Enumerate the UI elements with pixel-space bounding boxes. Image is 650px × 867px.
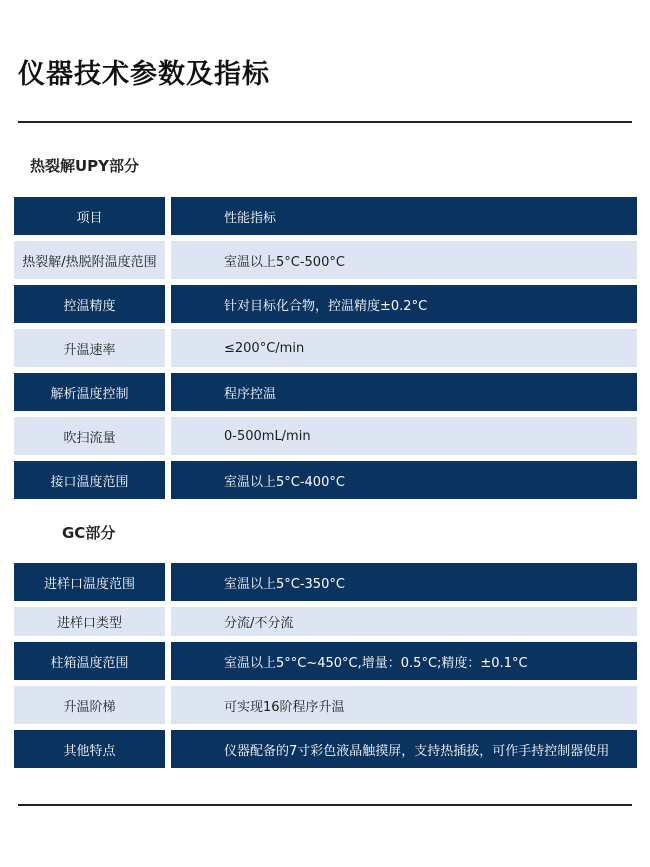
row-label: 热裂解/热脱附温度范围: [14, 241, 165, 279]
row-value: 室温以上5°C-350°C: [171, 563, 637, 601]
row-label: 解析温度控制: [14, 373, 165, 411]
table-row: [14, 241, 637, 279]
page-title: 仪器技术参数及指标: [18, 59, 270, 90]
top-divider: [18, 121, 632, 123]
row-value: 针对目标化合物，控温精度±0.2°C: [171, 285, 637, 323]
section-heading-gc: GC部分: [62, 524, 116, 542]
column-header-spec: 性能指标: [171, 197, 637, 235]
row-label: 吹扫流量: [14, 417, 165, 455]
row-value: 仪器配备的7寸彩色液晶触摸屏，支持热插拔，可作手持控制器使用: [171, 730, 637, 768]
row-value: 0-500mL/min: [171, 417, 637, 455]
column-header-item: 项目: [14, 197, 165, 235]
row-value: 室温以上5°C-400°C: [171, 461, 637, 499]
row-label: 升温阶梯: [14, 686, 165, 724]
row-value: ≤200°C/min: [171, 329, 637, 367]
row-value: 室温以上5°C-500°C: [171, 241, 637, 279]
table-row: [14, 563, 637, 601]
table-row: [14, 329, 637, 367]
table-row: [14, 607, 637, 636]
row-value: 程序控温: [171, 373, 637, 411]
section-heading-pyrolysis: 热裂解UPY部分: [30, 157, 140, 175]
row-label: 进样口类型: [14, 607, 165, 636]
bottom-divider: [18, 804, 632, 806]
row-value: 室温以上5°°C~450°C,增量：0.5°C;精度：±0.1°C: [171, 642, 637, 680]
row-label: 接口温度范围: [14, 461, 165, 499]
table-row: [14, 642, 637, 680]
table-row: [14, 730, 637, 768]
table-row: [14, 373, 637, 411]
row-label: 升温速率: [14, 329, 165, 367]
row-label: 控温精度: [14, 285, 165, 323]
row-label: 柱箱温度范围: [14, 642, 165, 680]
row-value: 可实现16阶程序升温: [171, 686, 637, 724]
table-row: [14, 285, 637, 323]
table-header-row: [14, 197, 637, 235]
table-row: [14, 417, 637, 455]
row-label: 进样口温度范围: [14, 563, 165, 601]
row-label: 其他特点: [14, 730, 165, 768]
row-value: 分流/不分流: [171, 607, 637, 636]
table-row: [14, 461, 637, 499]
table-row: [14, 686, 637, 724]
